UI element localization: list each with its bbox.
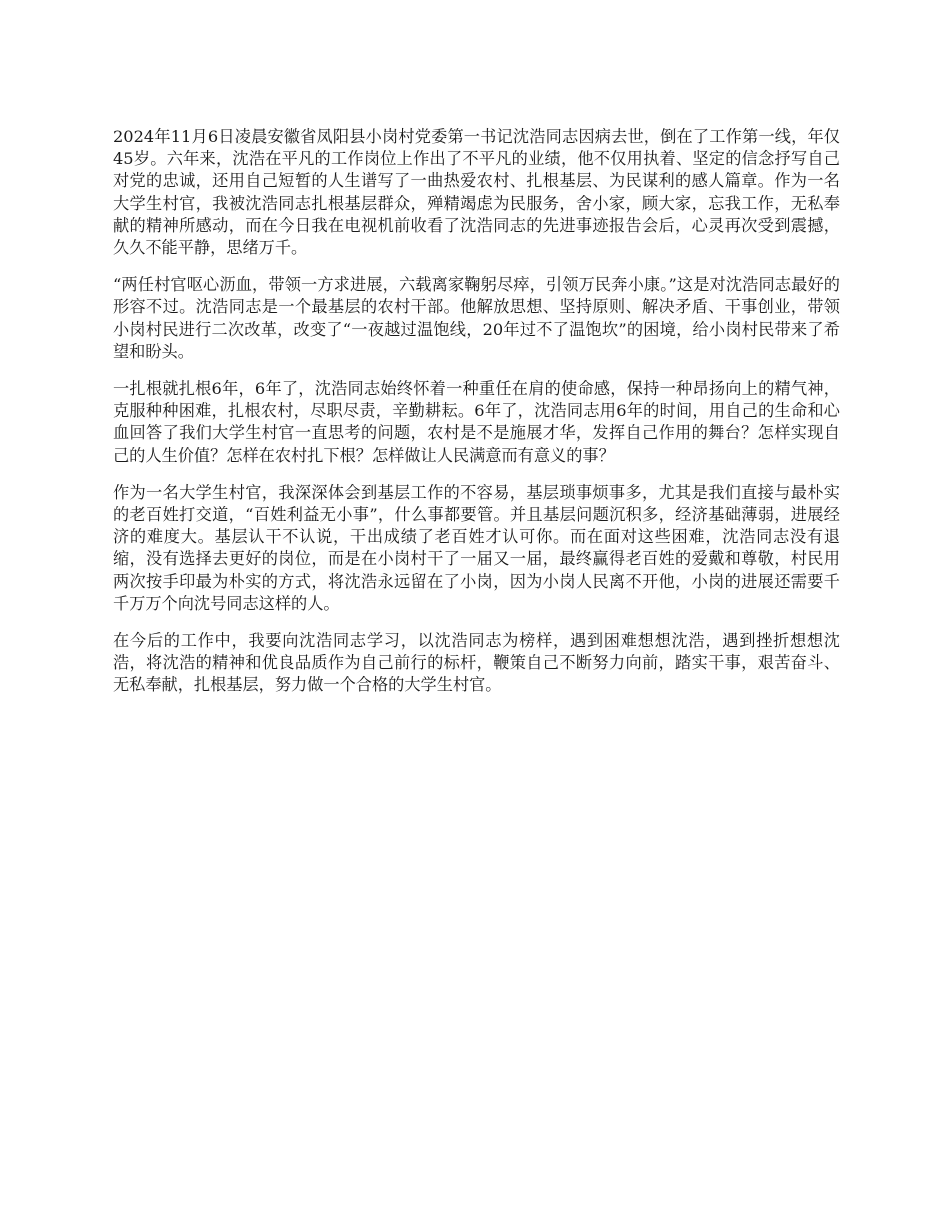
paragraph-2: “两任村官呕心沥血，带领一方求进展，六载离家鞠躬尽瘁，引领万民奔小康。”这是对沈浩同志最好的形容不过。沈浩同志是一个最基层的农村干部。他解放思想、坚持原则、解决矛盾、干事创业，带领小岗村民进行二次改革，改变了“一夜越过温饱线，20年过不了温饱坎”的困境，给小岗村民带来了希望和盼头。 bbox=[113, 275, 840, 361]
paragraph-4: 作为一名大学生村官，我深深体会到基层工作的不容易，基层琐事烦事多，尤其是我们直接与最朴实的老百姓打交道，“百姓利益无小事”，什么事都要管。并且基层问题沉积多，经济基础薄弱，进展经济的难度大。基层认干不认说，干出成绩了老百姓才认可你。而在面对这些困难，沈浩同志没有退缩，没有选择去更好的岗位，而是在小岗村干了一届又一届，最终赢得老百姓的爱戴和尊敬，村民用两次按手印最为朴实的方式，将沈浩永远留在了小岗，因为小岗人民离不开他，小岗的进展还需要千千万万个向沈号同志这样的人。 bbox=[113, 482, 840, 613]
paragraph-3: 一扎根就扎根6年，6年了，沈浩同志始终怀着一种重任在肩的使命感，保持一种昂扬向上的精气神，克服种种困难，扎根农村，尽职尽责，辛勤耕耘。6年了，沈浩同志用6年的时间，用自己的生命和心血回答了我们大学生村官一直思考的问题，农村是不是施展才华，发挥自己作用的舞台？怎样实现自己的人生价值？怎样在农村扎下根？怎样做让人民满意而有意义的事？ bbox=[113, 379, 840, 465]
paragraph-5: 在今后的工作中，我要向沈浩同志学习，以沈浩同志为榜样，遇到困难想想沈浩，遇到挫折想想沈浩，将沈浩的精神和优良品质作为自己前行的标杆，鞭策自己不断努力向前，踏实干事，艰苦奋斗、无私奉献，扎根基层，努力做一个合格的大学生村官。 bbox=[113, 631, 840, 695]
document-body bbox=[113, 126, 840, 712]
paragraph-1: 2024年11月6日凌晨安徽省凤阳县小岗村党委第一书记沈浩同志因病去世，倒在了工作第一线，年仅45岁。六年来，沈浩在平凡的工作岗位上作出了不平凡的业绩，他不仅用执着、坚定的信念抒写自己对党的忠诚，还用自己短暂的人生谱写了一曲热爱农村、扎根基层、为民谋利的感人篇章。作为一名大学生村官，我被沈浩同志扎根基层群众，殚精竭虑为民服务，舍小家，顾大家，忘我工作，无私奉献的精神所感动，而在今日我在电视机前收看了沈浩同志的先进事迹报告会后，心灵再次受到震撼，久久不能平静，思绪万千。 bbox=[113, 127, 840, 258]
